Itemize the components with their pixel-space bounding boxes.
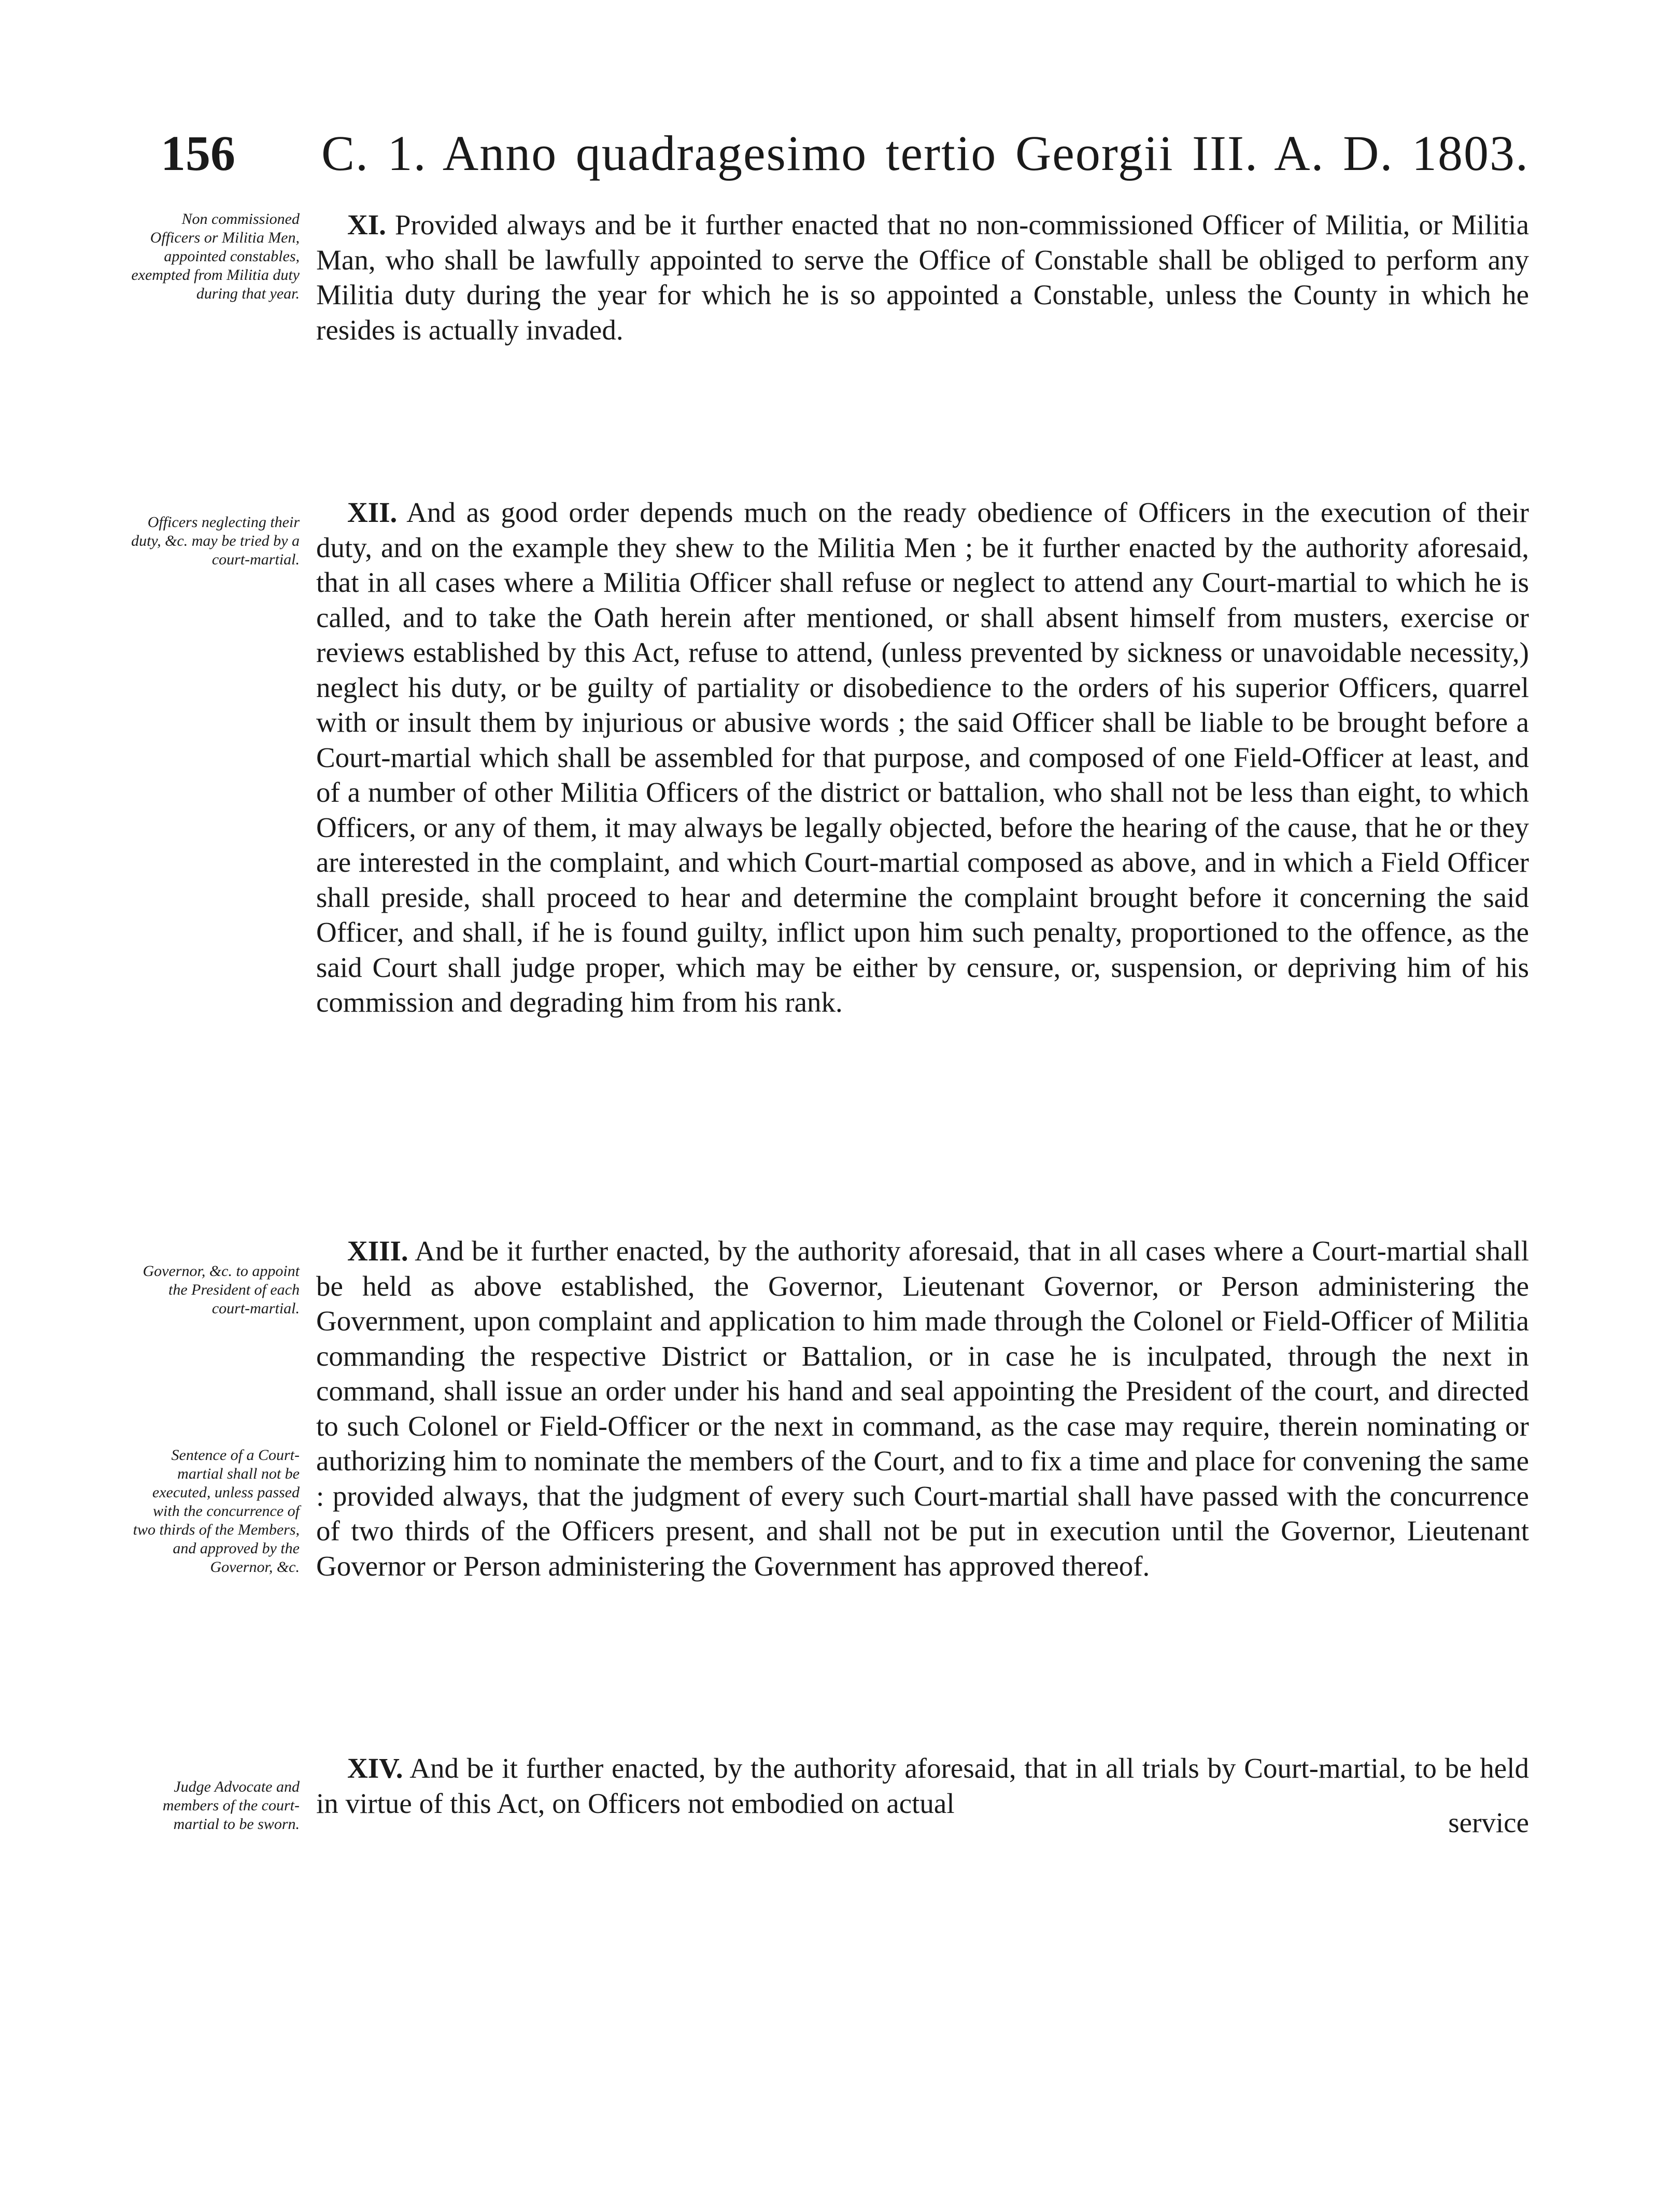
section-xiv (316, 1751, 1529, 1821)
section-text: And be it further enacted, by the authority aforesaid, that in all cases where a Court-martial shall be held as above established, the Governor, Lieutenant Governor, or Person administering the Government, upon complaint and application to him made through the Colonel or Field-Officer of Militia commanding the respective District or Battalion, or in case he is inculpated, through the next in command, shall issue an order under his hand and seal appointing the President of the court, and directed to such Colonel or Field-Officer or the next in command, as the case may require, therein nominating or authorizing him to nominate the members of the Court, and to fix a time and place for convening the same : provided always, that the judgment of every such Court-martial shall have passed with the concurrence of two thirds of the Officers present, and shall not be put in execution until the Governor, Lieutenant Governor or Person administering the Government has approved thereof. (316, 1235, 1529, 1582)
section-number: XI. (347, 209, 386, 240)
margin-note-xii: Officers neglecting their duty, &c. may be tried by a court-martial. (131, 514, 300, 568)
section-xi (316, 207, 1529, 347)
section-text: And as good order depends much on the ready obedience of Officers in the execution of their duty, and on the example they shew to the Militia Men ; be it further enacted by the authority aforesaid, that in all cases where a Militia Officer shall refuse or neglect to attend any Court-martial to which he is called, and to take the Oath herein after mentioned, or shall absent himself from musters, exercise or reviews established by this Act, refuse to attend, (unless prevented by sickness or unavoidable necessity,) neglect his duty, or be guilty of partiality or disobedience to the orders of his superior Officers, quarrel with or insult them by injurious or abusive words ; the said Officer shall be liable to be brought before a Court-martial which shall be assembled for that purpose, and composed of one Field-Officer at least, and of a number of other Militia Officers of the district or battalion, who shall not be less than eight, to which Officers, or any of them, it may always be legally objected, before the hearing of the cause, that he or they are interested in the complaint, and which Court-martial composed as above, and in which a Field Officer shall preside, shall proceed to hear and determine the complaint brought before it concerning the said Officer, and shall, if he is found guilty, inflict upon him such penalty, proportioned to the offence, as the said Court shall judge proper, which may be either by censure, or, suspension, or depriving him of his commission and degrading him from his rank. (316, 497, 1529, 1018)
section-text: And be it further enacted, by the authority aforesaid, that in all trials by Court-martial, to be held in virtue of this Act, on Officers not embodied on actual (316, 1752, 1529, 1819)
margin-note-xiii-sentence: Sentence of a Court-martial shall not be executed, unless passed with the concurrence of two thirds of the Members, and approved by the Governor, &c. (133, 1447, 300, 1576)
section-xiii-paragraph (316, 1233, 1529, 1583)
catchword: service (1448, 1807, 1529, 1838)
section-xii-paragraph (316, 495, 1529, 1020)
section-number: XIII. (347, 1235, 408, 1267)
section-xiii (316, 1233, 1529, 1583)
section-xii (316, 495, 1529, 1020)
page-number: 156 (161, 125, 235, 181)
margin-note-xiv: Judge Advocate and members of the court-martial to be sworn. (162, 1778, 300, 1833)
section-number: XIV. (347, 1752, 403, 1784)
section-text: Provided always and be it further enacted that no non-commissioned Officer of Militia, or Militia Man, who shall be lawfully appointed to serve the Office of Constable shall be obliged to perform any Militia duty during the year for which he is so appointed a Constable, unless the County in which he resides is actually invaded. (316, 209, 1529, 346)
margin-note-xiii: Governor, &c. to appoint the President of each court-martial. (143, 1263, 300, 1317)
running-head: C. 1. Anno quadragesimo tertio Georgii III. A. D. 1803. (321, 125, 1529, 181)
margin-note-xi: Non commissioned Officers or Militia Men, appointed constables, exempted from Militia duty during that year. (131, 210, 300, 302)
section-xi-paragraph (316, 207, 1529, 347)
section-number: XII. (347, 497, 398, 528)
section-xiv-paragraph (316, 1751, 1529, 1821)
page-header (161, 124, 1529, 197)
